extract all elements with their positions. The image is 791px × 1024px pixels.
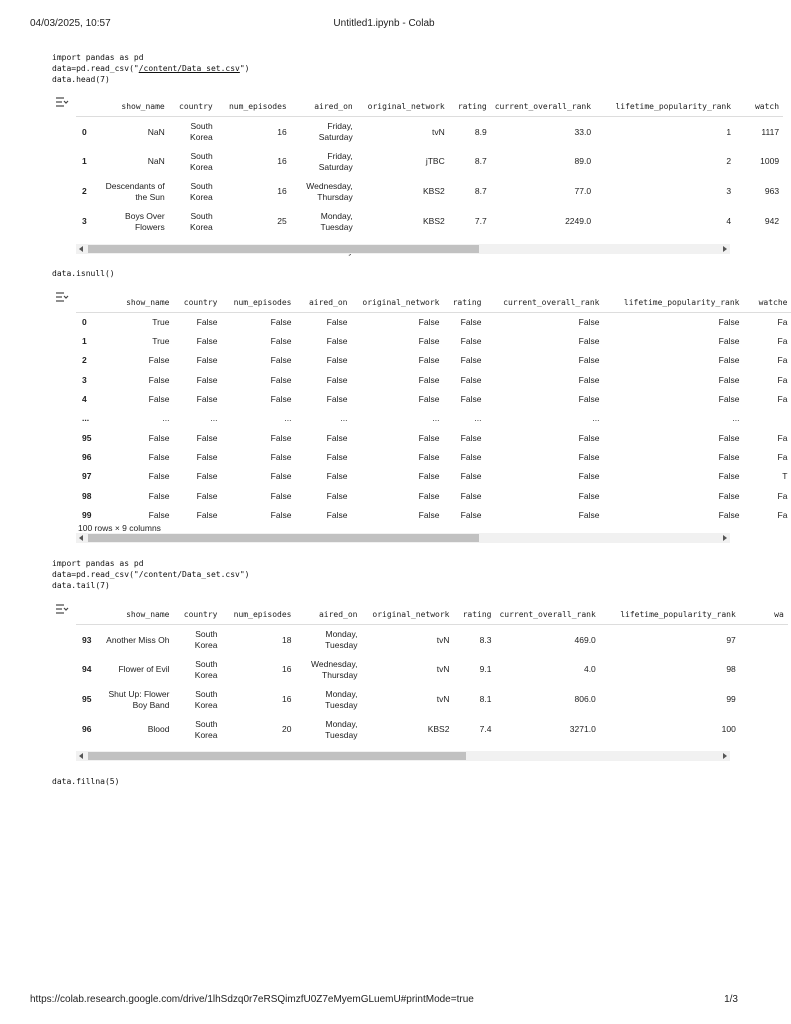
table-cell: False [578,509,600,520]
table-cell: False [718,451,740,462]
page-title: Untitled1.ipynb - Colab [333,18,435,29]
table-cell: 16 [277,126,287,137]
table-cell: False [418,394,440,405]
table-cell: False [148,432,170,443]
table-cell: 469.0 [574,634,596,645]
column-header: show_name [91,96,169,117]
code-cell-fillna[interactable] [52,776,119,787]
table-cell: 16 [277,156,287,167]
row-index: 2 [82,186,87,197]
table-cell: False [460,432,482,443]
table-cell: False [148,374,170,385]
table-cell [740,625,788,655]
code-line: data.fillna(5) [52,777,120,786]
table-cell: 806.0 [574,694,596,705]
table-cell: False [418,432,440,443]
table-row [76,467,791,486]
table-row [76,313,791,332]
table-cell: False [326,374,348,385]
table-cell: False [578,432,600,443]
table-cell: False [326,490,348,501]
table-cell: False [326,336,348,347]
column-header: num_episodes [221,604,295,625]
table-cell: 16 [282,694,292,705]
table-cell: 99 [726,694,736,705]
table-cell: False [148,471,170,482]
table-cell: False [460,317,482,328]
code-line: data.isnull() [52,269,115,278]
horizontal-scrollbar[interactable] [76,751,730,761]
table-cell: False [148,355,170,366]
table-row [76,370,791,389]
table-cell: 4.0 [583,664,596,675]
table-cell: 97 [726,634,736,645]
row-index: 95 [82,694,92,705]
code-line: data.tail(7) [52,581,110,590]
table-cell: False [270,451,292,462]
table-cell: KBS2 [422,216,445,227]
table-cell: False [718,394,740,405]
table-cell [743,409,791,428]
table-cell: 25 [277,216,287,227]
table-cell: False [578,394,600,405]
dataframe-table [76,96,783,267]
row-index: 93 [82,634,92,645]
table-row [76,147,783,177]
table-cell: False [326,432,348,443]
table-row [76,117,783,147]
table-cell: Boys Over Flowers [125,211,165,232]
table-cell: Descendants of the Sun [105,181,165,202]
table-cell: Blood [147,724,170,735]
row-index: 96 [82,451,92,462]
table-cell: 1009 [760,156,780,167]
table-cell: Monday, Tuesday [320,211,353,232]
column-header: watch [735,96,783,117]
table-cell: South Korea [194,629,218,650]
table-cell: ... [732,413,740,424]
table-cell: False [326,394,348,405]
table-cell: tvN [431,126,445,137]
table-cell: 9.1 [479,664,492,675]
table-cell: Shut Up: Flower Boy Band [108,689,170,710]
code-line: import pandas as pd [52,559,144,568]
table-cell: False [718,355,740,366]
row-index: 97 [82,471,92,482]
column-header: current_overall_rank [485,292,603,313]
column-header: original_network [357,96,449,117]
table-cell: False [460,471,482,482]
column-header: current_overall_rank [491,96,595,117]
row-index: 0 [82,126,87,137]
table-cell: South Korea [190,181,213,202]
table-cell: ... [162,413,170,424]
table-cell: False [578,471,600,482]
table-cell: False [196,471,218,482]
table-cell: Fa [777,490,788,501]
table-cell: Friday, Saturday [318,151,353,172]
table-cell: False [460,355,482,366]
table-row [76,655,788,685]
row-index: 2 [82,355,87,366]
table-cell: False [270,471,292,482]
table-cell: False [196,490,218,501]
table-cell: 8.1 [479,694,492,705]
column-header: show_name [95,604,173,625]
column-header: original_network [351,292,443,313]
table-cell [740,655,788,685]
output-head-table [76,96,780,242]
code-cell-head[interactable] [52,52,250,85]
table-cell: False [718,432,740,443]
table-cell: False [326,471,348,482]
table-cell: ... [474,413,482,424]
table-cell: 8.7 [474,186,487,197]
table-cell: False [418,355,440,366]
column-header: country [173,292,221,313]
column-header: aired_on [291,96,357,117]
column-header: watche [743,292,791,313]
table-cell: False [460,374,482,385]
table-cell: 33.0 [574,126,592,137]
table-row [76,505,791,524]
column-header: rating [443,292,485,313]
table-row [76,625,788,655]
table-cell: False [270,336,292,347]
table-row [76,177,783,207]
table-cell: False [460,490,482,501]
table-cell: 8.7 [474,156,487,167]
scroll-right-icon[interactable] [723,753,727,759]
table-cell: Fa [777,432,788,443]
column-header: num_episodes [217,96,291,117]
table-cell: 20 [282,724,292,735]
table-cell: 1 [726,126,732,137]
table-cell: False [460,509,482,520]
scrollbar-thumb[interactable] [88,534,479,542]
table-row [76,486,791,505]
index-header [76,604,95,625]
table-cell: False [270,355,292,366]
table-cell: Fa [777,317,788,328]
table-cell: False [578,374,600,385]
scrollbar-thumb[interactable] [88,245,479,253]
table-cell: False [578,317,600,328]
table-cell: 18 [282,634,292,645]
table-cell: 89.0 [574,156,592,167]
table-cell: False [418,509,440,520]
table-cell: False [718,471,740,482]
page-number: 1/3 [724,994,738,1005]
table-cell: True [152,317,170,328]
table-cell: 2249.0 [565,216,592,227]
table-cell: NaN [147,156,165,167]
table-cell: 4 [726,216,732,227]
table-cell: False [418,317,440,328]
column-header: country [169,96,217,117]
table-cell: Flower of Evil [118,664,170,675]
column-header: lifetime_popularity_rank [603,292,743,313]
column-header: aired_on [295,292,351,313]
scroll-left-icon[interactable] [79,246,83,252]
scrollbar-thumb[interactable] [88,752,466,760]
table-cell: Wednesday, Thursday [306,181,353,202]
table-cell: NaN [147,126,165,137]
table-cell: 2 [726,156,732,167]
table-cell: 942 [764,216,780,227]
table-row [76,685,788,715]
table-cell: 98 [726,664,736,675]
table-cell: Another Miss Oh [106,634,170,645]
output-toggle-icon[interactable] [55,292,69,302]
table-cell: False [270,490,292,501]
table-row [76,448,791,467]
table-cell: False [148,509,170,520]
column-header: lifetime_popularity_rank [600,604,740,625]
table-cell: 7.4 [479,724,492,735]
table-cell: False [718,336,740,347]
table-cell: 8.3 [479,634,492,645]
print-datetime: 04/03/2025, 10:57 [30,18,111,29]
table-cell: Fa [777,336,788,347]
table-cell: 3 [726,186,732,197]
table-cell: False [196,374,218,385]
table-cell: False [460,336,482,347]
table-cell: False [326,451,348,462]
code-line: data=pd.read_csv("/content/Data_set.csv") [52,570,250,579]
table-cell: False [196,355,218,366]
table-cell: False [148,490,170,501]
column-header: show_name [95,292,173,313]
table-cell: 963 [764,186,780,197]
table-cell: False [718,490,740,501]
table-cell: False [578,490,600,501]
scroll-left-icon[interactable] [79,753,83,759]
table-cell: KBS2 [427,724,450,735]
table-cell: False [326,317,348,328]
row-index: 4 [82,394,87,405]
code-line: data=pd.read_csv("/content/Data_set.csv") [52,64,250,73]
row-index: 0 [82,317,87,328]
table-cell: False [270,432,292,443]
table-cell: False [270,317,292,328]
table-cell: False [196,432,218,443]
table-cell: False [718,317,740,328]
table-cell: KBS2 [422,186,445,197]
horizontal-scrollbar[interactable] [76,533,730,543]
index-header [76,292,95,313]
scroll-left-icon[interactable] [79,535,83,541]
table-cell: Fa [777,355,788,366]
table-cell: False [148,451,170,462]
row-index: 1 [82,156,87,167]
output-toggle-icon[interactable] [55,97,69,107]
column-header: rating [449,96,491,117]
table-cell: tvN [436,634,450,645]
table-cell: False [418,451,440,462]
table-cell: False [326,509,348,520]
table-cell: False [148,394,170,405]
table-cell [740,715,788,745]
row-index: 1 [82,336,87,347]
dataframe-table [76,292,791,525]
table-cell [735,237,783,267]
table-cell [740,685,788,715]
table-cell: Monday, Tuesday [325,629,358,650]
table-row [76,332,791,351]
table-cell: Fa [777,509,788,520]
table-cell: ... [210,413,218,424]
table-cell: False [326,355,348,366]
table-cell: False [418,374,440,385]
table-cell: South Korea [194,689,218,710]
scroll-right-icon[interactable] [723,535,727,541]
column-header: rating [453,604,495,625]
table-cell: False [270,509,292,520]
row-index: ... [82,413,90,424]
table-cell: False [718,509,740,520]
table-cell: South Korea [194,659,218,680]
table-cell: ... [340,413,348,424]
table-cell: ... [284,413,292,424]
table-cell: South Korea [190,151,213,172]
row-index: 3 [82,374,87,385]
code-cell-tail[interactable] [52,558,249,591]
code-cell-isnull[interactable] [52,268,115,279]
table-row [76,351,791,370]
table-cell: South Korea [190,211,213,232]
table-cell: False [578,355,600,366]
table-cell: Fa [777,394,788,405]
table-cell: T [782,471,788,482]
table-cell: False [196,451,218,462]
output-isnull-table [76,292,788,522]
table-cell: False [718,374,740,385]
table-cell: 8.9 [474,126,487,137]
column-header: original_network [361,604,453,625]
column-header: aired_on [295,604,361,625]
table-cell: False [270,394,292,405]
table-cell: False [196,317,218,328]
table-cell: False [418,490,440,501]
page-url: https://colab.research.google.com/drive/1lhSdzq0r7eRSQimzfU0Z7eMyemGLuemU#printMode=true [30,994,474,1005]
table-cell: False [578,336,600,347]
table-cell: South Korea [194,719,218,740]
horizontal-scrollbar[interactable] [76,244,730,254]
table-cell: False [196,336,218,347]
table-cell: Wednesday, Thursday [311,659,358,680]
table-cell: False [460,451,482,462]
row-index: 94 [82,664,92,675]
row-index: 98 [82,490,92,501]
table-row [76,715,788,745]
table-cell: 3271.0 [569,724,596,735]
table-row [76,409,791,428]
dataframe-table [76,604,788,745]
table-cell: False [418,471,440,482]
file-path-link[interactable]: /content/Data_set.csv [138,64,240,73]
column-header: current_overall_rank [495,604,599,625]
table-cell: South Korea [190,121,213,142]
table-cell: 100 [721,724,736,735]
table-cell: False [460,394,482,405]
row-index: 96 [82,724,92,735]
table-cell: False [270,374,292,385]
table-cell: 77.0 [574,186,592,197]
row-count-text: 100 rows × 9 columns [78,523,161,533]
scroll-right-icon[interactable] [723,246,727,252]
table-cell: tvN [436,664,450,675]
table-cell: tvN [436,694,450,705]
table-cell: Friday, Saturday [318,121,353,142]
table-row [76,428,791,447]
table-cell: True [152,336,170,347]
table-row [76,390,791,409]
row-index: 99 [82,509,92,520]
table-cell: 7.7 [474,216,487,227]
output-toggle-icon[interactable] [55,604,69,614]
table-cell: 16 [282,664,292,675]
table-cell: False [196,509,218,520]
row-index: 3 [82,216,87,227]
column-header: lifetime_popularity_rank [595,96,735,117]
table-cell: Monday, Tuesday [325,719,358,740]
output-tail-table [76,604,784,750]
table-cell: Fa [777,374,788,385]
table-cell: ... [432,413,440,424]
column-header: num_episodes [221,292,295,313]
code-line: data.head(7) [52,75,110,84]
table-cell: False [578,451,600,462]
row-index: 95 [82,432,92,443]
table-cell: Fa [777,451,788,462]
table-cell: jTBC [425,156,445,167]
table-cell: ... [592,413,600,424]
table-cell: 16 [277,186,287,197]
table-cell: False [196,394,218,405]
table-cell: Monday, Tuesday [325,689,358,710]
code-line: import pandas as pd [52,53,144,62]
table-row [76,207,783,237]
column-header: country [173,604,221,625]
table-cell: False [418,336,440,347]
column-header: wa [740,604,788,625]
table-cell: 1117 [761,126,780,137]
index-header [76,96,91,117]
